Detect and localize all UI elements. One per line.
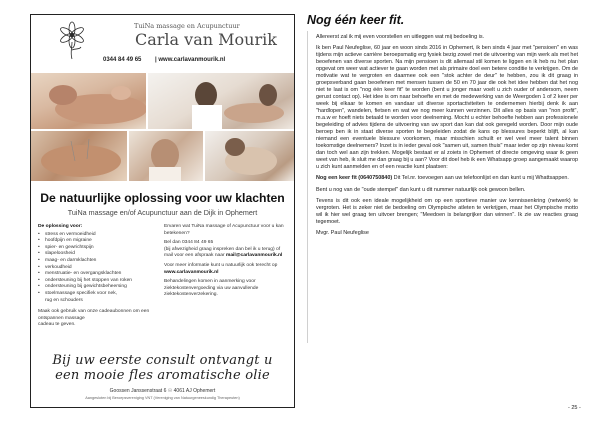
list-item: rug en schouders	[45, 297, 83, 303]
bullet-icon: •	[38, 257, 40, 263]
article-contact: Nog een keer fit (0640750840) Dit Tel.nr. toevoegen aan uw telefoonlijst en dan kunt u mij Whattsappen.	[316, 175, 569, 182]
brand-name: Carla van Mourik	[135, 30, 277, 49]
list-item: • stress en vermoeidheid	[38, 231, 96, 237]
insurance-note: Behandelingen komen in aanmerking voor ziektekostenvergoeding via uw aanvullende ziektekostenverzekering.	[164, 279, 259, 298]
bullet-icon: •	[38, 244, 40, 250]
more-info-text: Voor meer informatie kunt u natuurlijk ook terecht op www.carlavanmourik.nl	[164, 262, 278, 275]
helps-heading: De oplossing voor:	[38, 224, 83, 229]
flower-logo-icon	[57, 20, 87, 60]
ad-contact-column	[164, 224, 288, 302]
bullet-icon: •	[38, 238, 40, 244]
photo-treatment-room	[148, 73, 294, 129]
article-body	[316, 34, 578, 242]
list-item: • maag- en darmklachten	[38, 257, 97, 263]
contact-intro: Ervaren wat TuiNa massage of Acupunctuur voor u kan betekenen?	[164, 224, 284, 236]
promo-handwriting: Bij uw eerste consult ontvangt u een mooie fles aromatische olie	[52, 353, 273, 383]
list-item: • ondersteuning bij het stoppen van roken	[38, 277, 133, 283]
article-title: Nog één keer fit.	[307, 13, 405, 27]
article-paragraph-3: Bent u nog van de "oude stempel" dan kunt u dit nummer natuurlijk ook gewoon bellen.	[316, 186, 526, 193]
ad-helps-column	[38, 224, 156, 332]
article-paragraph-4: Tevens is dit ook een ideale mogelijkheid om op een sportieve manier uw kennissenkring (netwerk) te vergroten. Het is zeker niet de bedoeling om Olympische atleten te verkrijgen, maar het Olympische motto wil ik hier wel graag ten uitvoer brengen; "Meedoen is belangrijker dan winnen". Ik zie uw reacties graag tegemoet.	[316, 198, 578, 225]
gift-note: Maak ook gebruik van onze cadeaubonnen om een ontspannen massage cadeau te geven.	[38, 309, 150, 328]
ad-subtitle: TuiNa massage en/of Acupunctuur aan de Dijk in Ophemert	[67, 208, 258, 217]
ad-header	[31, 15, 294, 71]
article-signature: Mvgr. Paul Neufeglise	[316, 230, 369, 237]
bullet-icon: •	[38, 284, 40, 290]
photo-collage	[31, 73, 294, 181]
brand-phone: 0344 84 49 65	[103, 57, 142, 63]
bullet-icon: •	[38, 251, 40, 257]
article-paragraph-main: Ik ben Paul Neufeglise, 60 jaar en woon sinds 2016 in Ophemert, ik ben sinds 4 jaar met "pensioen" en was tijdens mijn actieve carrière beroepsmatig erg fysiek bezig zowel met de uitvoering van mijn werk als met het beoefenen van diverse sporten. Na mijn pensioen is dit allemaal stil komen te liggen en ik heb nu het plan opgevat om weer wat actiever te gaan worden met als primaire doel een betere conditie te verkrijgen. Om de motivatie wat te vergroten en daarmee ook een "stok achter de deur" te hebben, zou ik dit graag in groepsverband gaan beoefenen met mensen tussen de 50 en 70 jaar die ook het idee hebben dat het nog niet te laat is om "nog één keer fit" te worden (bent u jonger maar voelt u zich ouder of andersom, neem gerust contact op). Het idee is om naar behoefte en met de medewerking van de Weergoden 1 of 2 keer per week bij elkaar te komen en vandaar uit diverse sportactiviteiten te ondernemen hierbij denk ik aan "hardlopen", wandelen, fietsen en wat we nog meer kunnen verzinnen. Dit alles op basis van "non profit", m.a.w er hoeft niets betaald te worden voor deelneming. Mocht u echter behoefte hebben aan professionele begeleiding of advies tijdens de uitvoering van uw sport dan kan dat ook geregeld worden. Door mijn oude beroep ben ik in staat diverse sporten te begeleiden zodat de kans op blessures beperkt blijft, al kan niemand een eventuele blessure voorkomen, maar misschien schuilt er wel veel meer talent binnen toekomstige deelnemers? Inzet is in ieder geval ook "samen uit, samen thuis" maar ieder op zijn niveau komt dan toch wel aan zijn trekken. Mogelijk bestaat er al zoiets in Ophemert of directe omgeving waar ik geen weet van heb, ik sluit me dan graag bij u aan? Voor dit doel heb ik een Whatsapp groep aangemaakt waarop u zich kunt aanmelden en of een reactie kunt plaatsen:	[316, 45, 578, 170]
website-text: www.carlavanmourik.nl	[158, 57, 226, 63]
website-prefix: |	[155, 57, 157, 63]
whatsapp-group-name: Nog een keer fit (0640750840)	[316, 175, 393, 182]
photo-acupuncture-hand	[31, 131, 127, 181]
ad-address: Goossen Janssenstraat 6 ☉ 4061 AJ Ophemert	[109, 388, 216, 394]
brand-website[interactable]	[155, 57, 225, 63]
list-item: • stoelmassage specifiek voor nek,	[38, 290, 118, 296]
list-item: • ondersteuning bij gewichtsbeheersing	[38, 284, 127, 290]
list-item: • spier- en gewrichtspijn	[38, 244, 94, 250]
advertisement	[30, 14, 295, 408]
list-item: • hoofdpijn en migraine	[38, 238, 92, 244]
list-item: • menstruatie- en overgangsklachten	[38, 271, 122, 277]
page-number: - 25 -	[568, 405, 581, 411]
ad-title: De natuurlijke oplossing voor uw klachten	[40, 191, 285, 205]
bullet-icon: •	[38, 290, 40, 296]
article-intro: Allereerst zal ik mij even voorstellen en uitleggen wat mij bedoeling is.	[316, 34, 485, 40]
ad-footnote: Aangesloten bij Beroepsvereniging VNT (Vereniging van Natuurgeneeskundig Therapeuten)	[85, 396, 240, 400]
brand-tagline: TuiNa massage en Acupunctuur	[134, 22, 240, 30]
bullet-icon: •	[38, 277, 40, 283]
website-link[interactable]: www.carlavanmourik.nl	[164, 269, 219, 275]
email-link[interactable]: mail@carlavanmourik.nl	[225, 253, 283, 259]
list-item: • verkoudheid	[38, 264, 72, 270]
bullet-icon: •	[38, 271, 40, 277]
bullet-icon: •	[38, 264, 40, 270]
bullet-icon: •	[38, 231, 40, 237]
contact-phone-text: Bel dan 0344 84 49 65 (bij afwezigheid graag inspreken dan bel ik u terug) of mail voor een afspraak naar mail@carlavanmourik.nl	[164, 240, 283, 259]
list-item: • slapeloosheid	[38, 251, 75, 257]
photo-face-treatment	[205, 131, 294, 181]
helps-list	[38, 232, 156, 305]
photo-neck-massage	[129, 131, 203, 181]
article-divider	[307, 31, 308, 343]
photo-massage-back	[31, 73, 146, 129]
